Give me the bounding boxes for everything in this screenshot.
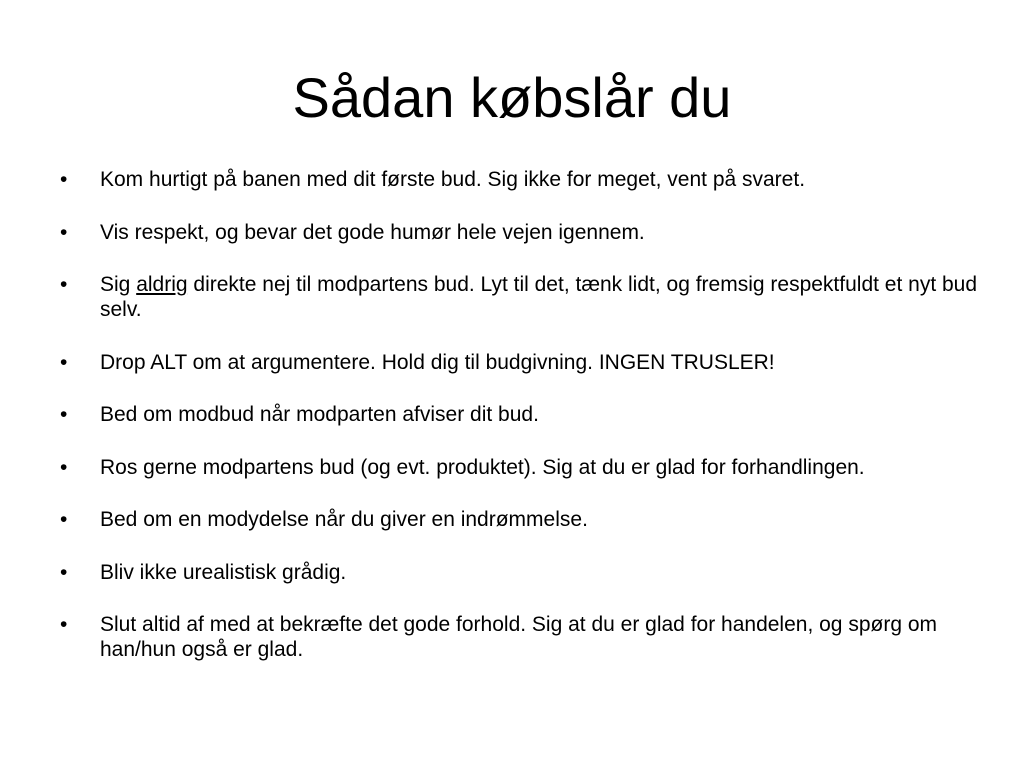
bullet-item	[60, 560, 990, 585]
bullet-marker: •	[60, 273, 68, 296]
bullet-item	[60, 507, 990, 532]
bullet-marker: •	[60, 350, 68, 374]
bullet-text: Vis respekt, og bevar det gode humør hele vejen igennem.	[100, 220, 645, 244]
bullet-text: Kom hurtigt på banen med dit første bud. Sig ikke for meget, vent på svaret.	[100, 168, 806, 191]
bullet-item	[60, 220, 990, 245]
bullet-item	[60, 350, 990, 375]
bullet-text: Bliv ikke urealistisk grådig.	[100, 560, 347, 584]
bullet-item	[60, 167, 990, 192]
bullet-marker: •	[60, 220, 68, 244]
bullet-text-before: Sig	[100, 273, 137, 296]
bullet-marker: •	[60, 560, 68, 584]
bullet-item	[60, 612, 990, 662]
bullet-text: Ros gerne modpartens bud (og evt. produktet). Sig at du er glad for forhandlingen.	[100, 455, 865, 479]
bullet-text: Drop ALT om at argumentere. Hold dig til budgivning. INGEN TRUSLER!	[100, 350, 775, 374]
bullet-list	[60, 167, 990, 690]
bullet-item	[60, 272, 990, 322]
bullet-text: Slut altid af med at bekræfte det gode forhold. Sig at du er glad for handelen, og spørg om han/hun også er glad.	[100, 613, 938, 661]
bullet-text: Bed om en modydelse når du giver en indrømmelse.	[100, 508, 588, 531]
bullet-text-after: direkte nej til modpartens bud. Lyt til det, tænk lidt, og fremsig respektfuldt et nyt bud selv.	[100, 273, 978, 321]
bullet-marker: •	[60, 508, 68, 531]
bullet-text-underlined: aldrig	[136, 273, 188, 296]
bullet-marker: •	[60, 613, 68, 636]
bullet-text: Bed om modbud når modparten afviser dit bud.	[100, 403, 539, 426]
bullet-marker: •	[60, 403, 68, 426]
slide-title: Sådan købslår du	[292, 66, 732, 129]
bullet-item	[60, 402, 990, 427]
bullet-marker: •	[60, 455, 68, 479]
bullet-marker: •	[60, 168, 68, 191]
bullet-item	[60, 455, 990, 480]
